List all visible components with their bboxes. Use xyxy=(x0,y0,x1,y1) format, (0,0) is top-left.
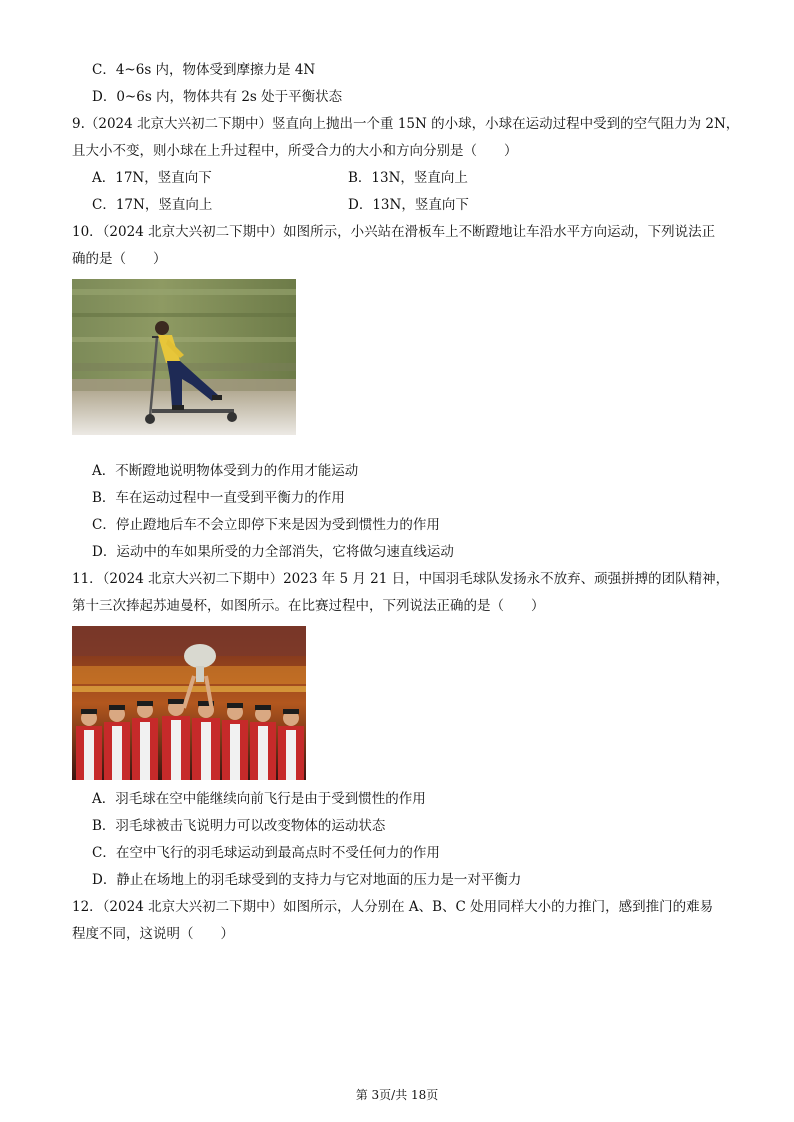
q10-option-a: A．不断蹬地说明物体受到力的作用才能运动 xyxy=(92,463,359,479)
q10-option-c: C．停止蹬地后车不会立即停下来是因为受到惯性力的作用 xyxy=(92,517,440,533)
q9-stem-line1: 9.（2024 北京大兴初二下期中）竖直向上抛出一个重 15N 的小球，小球在运动过程中受到的空气阻力为 2N， xyxy=(72,116,740,132)
page-footer: 第 3页/共 18页 xyxy=(355,1088,439,1102)
q9-stem-line2: 且大小不变，则小球在上升过程中，所受合力的大小和方向分别是（ ） xyxy=(72,143,518,159)
q11-stem-line1: 11．（2024 北京大兴初二下期中）2023 年 5 月 21 日，中国羽毛球队发扬永不放弃、顽强拼搏的团队精神， xyxy=(72,571,730,587)
q9-option-d: D．13N，竖直向下 xyxy=(348,197,469,213)
q8-option-d: D．0~6s 内，物体共有 2s 处于平衡状态 xyxy=(92,89,343,105)
q9-option-a: A．17N，竖直向下 xyxy=(92,170,212,186)
q11-option-d: D．静止在场地上的羽毛球受到的支持力与它对地面的压力是一对平衡力 xyxy=(92,872,522,888)
q9-option-c: C．17N，竖直向上 xyxy=(92,197,213,213)
q11-stem-line2: 第十三次捧起苏迪曼杯，如图所示。在比赛过程中，下列说法正确的是（ ） xyxy=(72,598,545,614)
q10-stem-line1: 10．（2024 北京大兴初二下期中）如图所示，小兴站在滑板车上不断蹬地让车沿水平方向运动，下列说法正 xyxy=(72,224,716,240)
q9-option-b: B．13N，竖直向上 xyxy=(348,170,468,186)
q11-option-c: C．在空中飞行的羽毛球运动到最高点时不受任何力的作用 xyxy=(92,845,440,861)
scooter-photo xyxy=(72,279,296,435)
q12-stem-line2: 程度不同，这说明（ ） xyxy=(72,926,234,942)
scooter-photo-svg xyxy=(72,279,296,435)
q10-stem-line2: 确的是（ ） xyxy=(72,251,167,267)
q11-option-a: A．羽毛球在空中能继续向前飞行是由于受到惯性的作用 xyxy=(92,791,426,807)
q10-option-d: D．运动中的车如果所受的力全部消失，它将做匀速直线运动 xyxy=(92,544,454,560)
q10-option-b: B．车在运动过程中一直受到平衡力的作用 xyxy=(92,490,345,506)
sudirman-cup-photo xyxy=(72,626,306,780)
q8-option-c: C．4~6s 内，物体受到摩擦力是 4N xyxy=(92,62,316,78)
sudirman-cup-photo-svg xyxy=(72,626,306,780)
q11-option-b: B．羽毛球被击飞说明力可以改变物体的运动状态 xyxy=(92,818,386,834)
q12-stem-line1: 12．（2024 北京大兴初二下期中）如图所示，人分别在 A、B、C 处用同样大小的力推门，感到推门的难易 xyxy=(72,899,714,915)
